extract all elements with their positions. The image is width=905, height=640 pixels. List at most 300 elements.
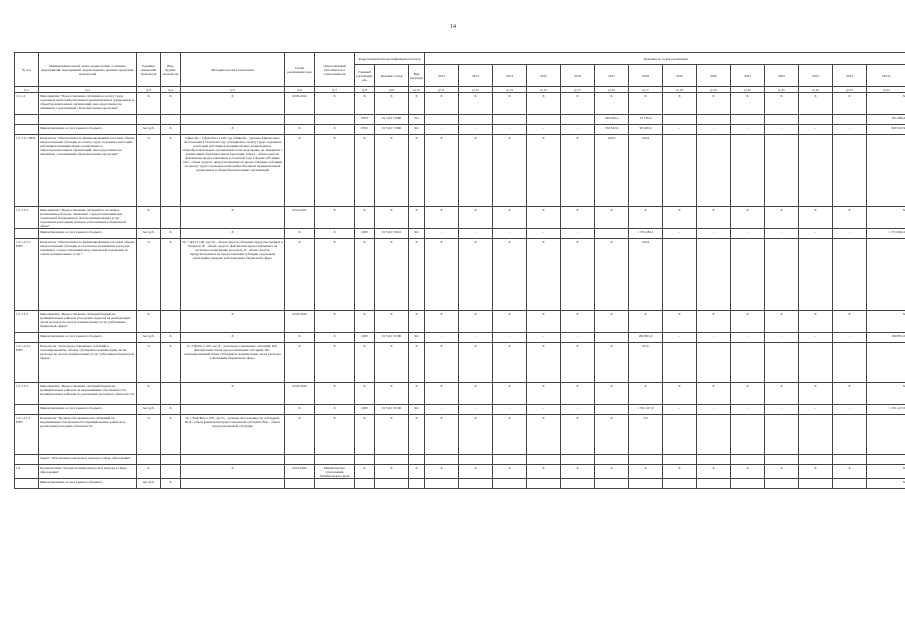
- cell-value-2020: [697, 455, 731, 465]
- cell-value-2016: Х: [561, 239, 595, 311]
- cell-value-2012: Х: [425, 415, 459, 455]
- cell-method: Уо = Воф/Воп х 100, где Уо - уровень обеспеченности субсидией; Воф - объем фактически предоставленной субсидии; Воп - объем предусмотренной субсидии: [181, 415, 285, 455]
- cell-period: 2018-2024: [285, 311, 315, 333]
- cell-unit: Х: [137, 207, 161, 229]
- cell-value-Итого: [867, 135, 905, 207]
- cell-value-2024: [833, 455, 867, 465]
- cell-period: 2018-2024: [285, 93, 315, 115]
- cell-value-2022: -: [765, 125, 799, 135]
- cell-value-2013: [459, 479, 493, 489]
- cell-value-2024: [833, 115, 867, 125]
- cell-value-2018: Х: [629, 311, 663, 333]
- cell-budget-cs: Х: [375, 415, 409, 455]
- cell-method: [181, 479, 285, 489]
- cell-value-2019: Х: [663, 465, 697, 479]
- cell-unit: Х: [137, 383, 161, 405]
- cell-value-2015: -: [527, 405, 561, 415]
- cell-status: Х: [161, 415, 181, 455]
- cell-method: Уфинобр = Уфакт/Упл х 100, где Уфинобр - уровень финансового обеспечения в отчетном году субсидией на оплату труда отдельных категорий работников муниципальных дошкольных и общеобразовательных организаций, непосредственно не связанных с реализацией образовательных программ; Уфакт - объем средств, фактически предоставленных в отчетном году в форме субсидии; Упл - объем средств, предусмотренных на предоставление субсидии на оплату труда отдельных категорий работников муниципальных дошкольных и общеобразовательных организаций: [181, 135, 285, 207]
- header-year-12: 2023: [799, 65, 833, 87]
- cell-responsible: [315, 479, 355, 489]
- cell-budget-cs: 01 5 02 72180: [375, 333, 409, 343]
- column-number-11: гр.11: [425, 87, 459, 93]
- column-number-2: гр.2: [39, 87, 137, 93]
- cell-value-2022: -: [765, 229, 799, 239]
- header-year-2: 2013: [459, 65, 493, 87]
- cell-value-2015: -: [527, 333, 561, 343]
- cell-value-2012: Х: [425, 311, 459, 333]
- cell-responsible: Х: [315, 383, 355, 405]
- cell-responsible: Х: [315, 333, 355, 343]
- cell-budget-gr: Х: [355, 207, 375, 229]
- cell-status: Х: [161, 333, 181, 343]
- cell-value-2022: [765, 115, 799, 125]
- cell-method: Х: [181, 229, 285, 239]
- cell-value-2023: Х: [799, 93, 833, 115]
- cell-value-2015: Х: [527, 343, 561, 383]
- cell-budget-vr: 521: [409, 125, 425, 135]
- header-year-10: 2021: [731, 65, 765, 87]
- cell-value-2017: Х: [595, 415, 629, 455]
- cell-value-2015: Х: [527, 415, 561, 455]
- cell-responsible: Х: [315, 405, 355, 415]
- cell-value-2022: Х: [765, 465, 799, 479]
- cell-value-2016: -: [561, 333, 595, 343]
- cell-value-2012: [425, 115, 459, 125]
- cell-num: 1.5.1.2.3: [15, 207, 39, 229]
- cell-period: Х: [285, 135, 315, 207]
- column-number-15: гр.15: [561, 87, 595, 93]
- cell-period: Х: [285, 125, 315, 135]
- cell-value-2017: [595, 405, 629, 415]
- cell-value-2017: [595, 333, 629, 343]
- cell-responsible: Х: [315, 311, 355, 333]
- cell-budget-gr: 1003: [355, 229, 375, 239]
- table-row: [15, 415, 905, 455]
- cell-budget-vr: [409, 479, 425, 489]
- cell-num: [15, 479, 39, 489]
- cell-budget-cs: Х: [375, 207, 409, 229]
- header-year-6: 2017: [595, 65, 629, 87]
- column-number-18: гр.18: [663, 87, 697, 93]
- cell-value-2019: Х: [663, 93, 697, 115]
- column-number-16: гр.16: [595, 87, 629, 93]
- cell-value-2022: -: [765, 333, 799, 343]
- cell-value-2015: -: [527, 229, 561, 239]
- cell-value-2016: Х: [561, 415, 595, 455]
- table-row: [15, 479, 905, 489]
- cell-value-2021: [731, 239, 765, 311]
- cell-value-2024: [833, 343, 867, 383]
- cell-method: [181, 405, 285, 415]
- cell-period: [285, 479, 315, 489]
- page-number: 14: [450, 24, 456, 30]
- cell-value-2016: Х: [561, 207, 595, 229]
- cell-value-2016: Х: [561, 465, 595, 479]
- cell-unit: тыс.руб.: [137, 405, 161, 415]
- cell-value-2015: Х: [527, 207, 561, 229]
- cell-name: Показатель "Обеспеченность финансированием в полном объеме предоставления субсидии на оплату труда отдельных категорий работников муниципальных дошкольных и общеобразовательных организаций, непосредственно не связанных с реализацией образовательных программ": [39, 135, 137, 207]
- cell-name: Задача "Обеспечение контроля и надзора в сфере образования": [39, 455, 137, 465]
- cell-value-2018: [629, 455, 663, 465]
- cell-value-2017: [595, 479, 629, 489]
- cell-value-2020: Х: [697, 93, 731, 115]
- cell-num: [15, 333, 39, 343]
- cell-value-2021: [731, 415, 765, 455]
- cell-budget-cs: 01 5 02 72190: [375, 405, 409, 415]
- cell-value-2015: Х: [527, 93, 561, 115]
- cell-value-2024: Х: [833, 383, 867, 405]
- cell-value-2020: Х: [697, 311, 731, 333]
- cell-value-2015: [527, 479, 561, 489]
- cell-num: 1.5.1.2: [15, 93, 39, 115]
- header-budget-group: Коды бюджетной классификации расходов: [355, 53, 425, 65]
- cell-value-2020: [697, 135, 731, 207]
- cell-budget-cs: Х: [375, 383, 409, 405]
- cell-value-2013: [459, 115, 493, 125]
- table-row: [15, 93, 905, 115]
- cell-value-2018: 290 801,0: [629, 333, 663, 343]
- cell-budget-gr: 1003: [355, 333, 375, 343]
- cell-responsible: Х: [315, 135, 355, 207]
- cell-value-2013: Х: [459, 239, 493, 311]
- column-number-17: гр.17: [629, 87, 663, 93]
- table-row: [15, 311, 905, 333]
- cell-value-Итого: 205 486,2: [867, 115, 905, 125]
- cell-value-2014: [493, 115, 527, 125]
- cell-value-2014: -: [493, 125, 527, 135]
- cell-value-2022: [765, 343, 799, 383]
- header-year-14: Итого: [867, 65, 905, 87]
- cell-status: Х: [161, 125, 181, 135]
- cell-value-2017: Х: [595, 465, 629, 479]
- cell-name: Подпрограмма "Осуществление контроля и надзора в сфере образования": [39, 465, 137, 479]
- header-num: № п/п: [15, 53, 39, 87]
- cell-name: Финансирование за счет краевого бюджета: [39, 229, 137, 239]
- cell-value-2013: Х: [459, 343, 493, 383]
- cell-value-2013: -: [459, 229, 493, 239]
- cell-value-2013: [459, 455, 493, 465]
- cell-value-2023: [799, 479, 833, 489]
- cell-value-2014: Х: [493, 207, 527, 229]
- cell-method: Х: [181, 207, 285, 229]
- cell-budget-vr: Х: [409, 239, 425, 311]
- cell-value-2023: [799, 239, 833, 311]
- cell-method: Д = Пф/Пп х 100, где Д - доля предоставленных субсидий; Пф - фактический объем предоставленных субсидий; Пп - запланированный объем субсидий на компенсацию части расходов работникам бюджетной сферы: [181, 343, 285, 383]
- cell-value-Итого: Х: [867, 479, 905, 489]
- cell-unit: тыс.руб.: [137, 229, 161, 239]
- cell-name: Финансирование за счет краевого бюджета: [39, 479, 137, 489]
- cell-responsible: [315, 455, 355, 465]
- cell-value-2013: Х: [459, 465, 493, 479]
- cell-value-2015: Х: [527, 465, 561, 479]
- cell-value-2014: Х: [493, 383, 527, 405]
- cell-value-2019: -: [663, 229, 697, 239]
- cell-num: [15, 405, 39, 415]
- cell-value-2020: Х: [697, 383, 731, 405]
- cell-value-2021: Х: [731, 465, 765, 479]
- cell-method: Х: [181, 93, 285, 115]
- cell-value-2022: [765, 455, 799, 465]
- cell-value-2016: [561, 479, 595, 489]
- cell-name: Финансирование за счет краевого бюджета: [39, 125, 137, 135]
- cell-budget-gr: 0703: [355, 115, 375, 125]
- cell-budget-vr: 521: [409, 333, 425, 343]
- cell-budget-cs: 01 5 02 71060: [375, 125, 409, 135]
- cell-unit: тыс.руб.: [137, 333, 161, 343]
- cell-budget-cs: Х: [375, 311, 409, 333]
- cell-value-2019: -: [663, 333, 697, 343]
- header-status: Вид/формат показателя: [161, 53, 181, 87]
- cell-name: Мероприятие "Предоставление субсидий бюджетам муниципальных районов на выравнивание обеспеченности муниципальных районов по реализации расходных обязательств": [39, 383, 137, 405]
- cell-value-2017: Х: [595, 93, 629, 115]
- cell-value-Итого: Х: [867, 465, 905, 479]
- cell-value-2012: -: [425, 125, 459, 135]
- cell-value-2022: Х: [765, 311, 799, 333]
- cell-value-2016: Х: [561, 135, 595, 207]
- cell-value-2017: 739 322,9: [595, 125, 629, 135]
- cell-value-2020: [697, 239, 731, 311]
- cell-method: Х: [181, 311, 285, 333]
- table-row: [15, 333, 905, 343]
- cell-value-2022: Х: [765, 207, 799, 229]
- cell-budget-vr: Х: [409, 207, 425, 229]
- cell-value-2013: Х: [459, 383, 493, 405]
- cell-value-2023: [799, 415, 833, 455]
- cell-value-2017: Х: [595, 311, 629, 333]
- cell-value-2014: Х: [493, 239, 527, 311]
- cell-value-2018: 90 180,0: [629, 125, 663, 135]
- cell-value-2012: Х: [425, 135, 459, 207]
- cell-value-2017: Х: [595, 343, 629, 383]
- cell-value-2013: -: [459, 333, 493, 343]
- cell-value-2018: 100,0: [629, 135, 663, 207]
- cell-value-2013: Х: [459, 311, 493, 333]
- cell-period: Х: [285, 415, 315, 455]
- cell-value-2024: Х: [833, 465, 867, 479]
- cell-value-2015: Х: [527, 383, 561, 405]
- cell-value-2022: Х: [765, 93, 799, 115]
- cell-budget-cs: Х: [375, 239, 409, 311]
- cell-value-2022: [765, 479, 799, 489]
- cell-value-2024: [833, 415, 867, 455]
- cell-method: Х: [181, 125, 285, 135]
- cell-value-2024: -: [833, 405, 867, 415]
- cell-value-2021: Х: [731, 93, 765, 115]
- cell-status: Х: [161, 239, 181, 311]
- cell-value-2019: [663, 455, 697, 465]
- cell-status: [161, 465, 181, 479]
- cell-unit: %: [137, 415, 161, 455]
- cell-value-2023: -: [799, 333, 833, 343]
- cell-value-2021: -: [731, 125, 765, 135]
- cell-value-2018: Х: [629, 465, 663, 479]
- cell-budget-gr: Х: [355, 239, 375, 311]
- cell-value-2014: Х: [493, 343, 527, 383]
- cell-value-Итого: 290 801,0: [867, 333, 905, 343]
- cell-period: [285, 115, 315, 125]
- cell-num: [15, 125, 39, 135]
- cell-status: Х: [161, 343, 181, 383]
- cell-value-2024: -: [833, 333, 867, 343]
- cell-value-2020: -: [697, 229, 731, 239]
- cell-value-2012: Х: [425, 343, 459, 383]
- cell-responsible: Х: [315, 93, 355, 115]
- cell-value-2014: [493, 479, 527, 489]
- cell-status: [161, 207, 181, 229]
- cell-budget-vr: Х: [409, 465, 425, 479]
- header-period: Сроки реализации/годы: [285, 53, 315, 87]
- cell-budget-gr: Х: [355, 311, 375, 333]
- cell-unit: %: [137, 343, 161, 383]
- cell-value-2022: Х: [765, 383, 799, 405]
- column-number-9: гр.9: [375, 87, 409, 93]
- table-row: [15, 383, 905, 405]
- cell-num: 1.5.1.2.4: [15, 311, 39, 333]
- cell-unit: Х: [137, 93, 161, 115]
- cell-budget-vr: Х: [409, 415, 425, 455]
- cell-value-2021: -: [731, 405, 765, 415]
- cell-value-2012: Х: [425, 93, 459, 115]
- cell-value-2022: -: [765, 405, 799, 415]
- cell-value-2018: 95,0: [629, 343, 663, 383]
- cell-budget-cs: Х: [375, 93, 409, 115]
- cell-value-2024: -: [833, 229, 867, 239]
- cell-value-2024: [833, 239, 867, 311]
- column-number-22: гр.22: [799, 87, 833, 93]
- header-year-9: 2020: [697, 65, 731, 87]
- column-number-19: гр.19: [697, 87, 731, 93]
- cell-value-2014: -: [493, 405, 527, 415]
- cell-value-2017: 100,0: [595, 135, 629, 207]
- cell-value-2024: Х: [833, 311, 867, 333]
- cell-value-Итого: 1 374 284,1: [867, 229, 905, 239]
- cell-period: Х: [285, 343, 315, 383]
- table-row: [15, 229, 905, 239]
- cell-value-2022: [765, 239, 799, 311]
- cell-unit: %: [137, 135, 161, 207]
- cell-value-2019: [663, 479, 697, 489]
- cell-value-2014: Х: [493, 311, 527, 333]
- cell-value-2022: [765, 415, 799, 455]
- cell-method: Ур = Ф/П х 100, где Ур - объем средств субсидии, предусмотренных в бюджете; Ф - объем средств, фактически предоставленных на частичное возмещение расходов; П - объем средств, предусмотренных на предоставление субсидии отдельным категориям граждан, работающим в бюджетной сфере: [181, 239, 285, 311]
- cell-value-Итого: [867, 415, 905, 455]
- cell-value-2014: [493, 455, 527, 465]
- cell-budget-vr: Х: [409, 135, 425, 207]
- cell-budget-vr: 521: [409, 229, 425, 239]
- cell-status: [161, 115, 181, 125]
- cell-value-Итого: Х: [867, 311, 905, 333]
- cell-unit: %: [137, 239, 161, 311]
- cell-value-2015: [527, 115, 561, 125]
- cell-value-2018: Х: [629, 383, 663, 405]
- table-row: [15, 125, 905, 135]
- cell-budget-vr: Х: [409, 311, 425, 333]
- cell-name: Мероприятие "Предоставление субсидий бюджетам муниципальных районов (городских округов) на компенсацию части расходов на оплату коммунальных услуг работникам бюджетной сферы": [39, 311, 137, 333]
- cell-method: Х: [181, 465, 285, 479]
- cell-value-2019: [663, 239, 697, 311]
- cell-value-2023: -: [799, 229, 833, 239]
- cell-value-2019: Х: [663, 383, 697, 405]
- cell-value-2012: Х: [425, 383, 459, 405]
- cell-value-2016: -: [561, 125, 595, 135]
- cell-period: 2014-2021: [285, 207, 315, 229]
- cell-value-2020: [697, 479, 731, 489]
- cell-name: Показатель "Уровень обеспеченности субсидией на выравнивание обеспеченности муниципальных районов по реализации расходных обязательств": [39, 415, 137, 455]
- header-year-3: 2014: [493, 65, 527, 87]
- cell-status: [161, 311, 181, 333]
- cell-value-2012: -: [425, 333, 459, 343]
- cell-value-Итого: [867, 455, 905, 465]
- cell-value-2020: [697, 115, 731, 125]
- column-number-24: гр.24: [867, 87, 905, 93]
- column-number-1: гр.1: [15, 87, 39, 93]
- cell-value-2019: Х: [663, 311, 697, 333]
- header-name: Наименование целей, задач, подпрограмм, основных мероприятий, мероприятий, ведомственных целевых программ, показателей: [39, 53, 137, 87]
- cell-value-2018: 1 374 284,1: [629, 229, 663, 239]
- cell-value-2016: [561, 455, 595, 465]
- cell-budget-gr: 0702: [355, 125, 375, 135]
- cell-period: Х: [285, 405, 315, 415]
- cell-value-2016: Х: [561, 311, 595, 333]
- cell-value-2019: [663, 115, 697, 125]
- cell-value-2015: -: [527, 125, 561, 135]
- cell-value-2014: -: [493, 333, 527, 343]
- cell-value-2021: Х: [731, 383, 765, 405]
- cell-budget-cs: 01 5 02 71060: [375, 115, 409, 125]
- cell-budget-vr: [409, 455, 425, 465]
- header-year-4: 2015: [527, 65, 561, 87]
- column-number-8: гр.8: [355, 87, 375, 93]
- header-year-7: 2018: [629, 65, 663, 87]
- cell-responsible: [315, 115, 355, 125]
- header-method: Методика расчета показателя: [181, 53, 285, 87]
- cell-num: [15, 115, 39, 125]
- cell-value-2023: Х: [799, 207, 833, 229]
- cell-value-2021: [731, 343, 765, 383]
- cell-status: Х: [161, 405, 181, 415]
- cell-budget-vr: Х: [409, 93, 425, 115]
- cell-value-2016: Х: [561, 383, 595, 405]
- cell-value-2013: Х: [459, 135, 493, 207]
- cell-value-2024: Х: [833, 207, 867, 229]
- cell-status: Х: [161, 229, 181, 239]
- cell-value-Итого: [867, 239, 905, 311]
- cell-value-2018: [629, 479, 663, 489]
- cell-num: 1.5.1.2.5.1 ПНЗ: [15, 415, 39, 455]
- cell-value-2024: [833, 135, 867, 207]
- cell-responsible: Х: [315, 125, 355, 135]
- cell-value-2016: [561, 115, 595, 125]
- cell-value-Итого: Х: [867, 93, 905, 115]
- cell-unit: Х: [137, 465, 161, 479]
- cell-method: Х: [181, 383, 285, 405]
- cell-value-2016: Х: [561, 93, 595, 115]
- cell-value-2012: -: [425, 405, 459, 415]
- cell-value-2024: [833, 479, 867, 489]
- table-row: [15, 115, 905, 125]
- cell-value-2024: Х: [833, 93, 867, 115]
- column-number-14: гр.14: [527, 87, 561, 93]
- cell-value-2018: Х: [629, 207, 663, 229]
- cell-value-2013: -: [459, 405, 493, 415]
- column-number-13: гр.13: [493, 87, 527, 93]
- cell-method: Х: [181, 333, 285, 343]
- cell-value-Итого: Х: [867, 383, 905, 405]
- cell-num: 1.5.1.2.3.1 ПНЗ: [15, 239, 39, 311]
- cell-value-2012: Х: [425, 465, 459, 479]
- column-number-3: гр.3: [137, 87, 161, 93]
